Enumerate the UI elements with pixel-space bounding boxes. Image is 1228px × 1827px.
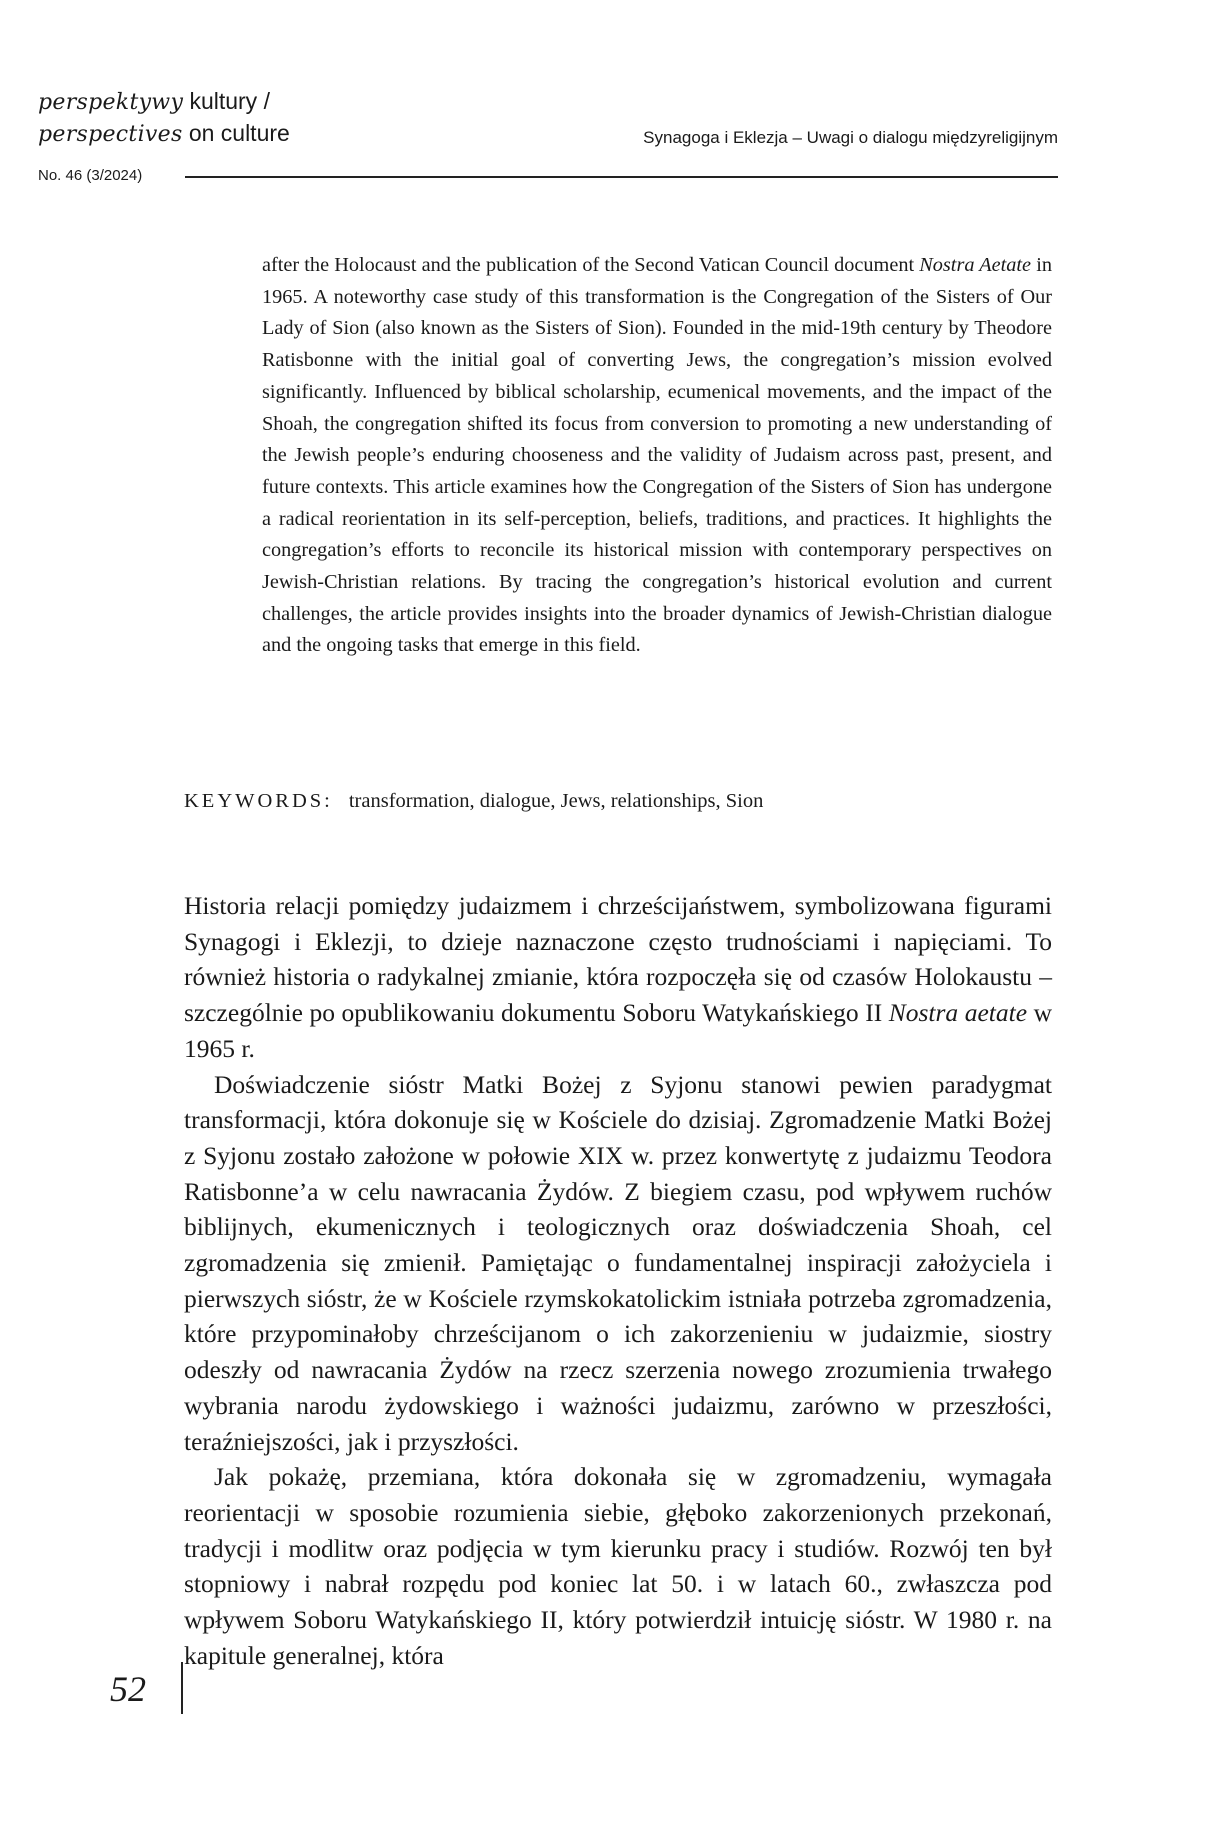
journal-title-polish-script: perspektywy [38,90,184,115]
journal-title-english-plain: on culture [188,120,290,146]
page-number-rule [181,1662,183,1714]
abstract [262,250,1052,662]
page-number: 52 [110,1669,146,1709]
abstract-italic-title: Nostra Aetate [919,254,1032,276]
header-rule [185,176,1058,178]
abstract-text-start: after the Holocaust and the publication of the Second Vatican Council document [262,254,920,276]
body-paragraph-3: Jak pokażę, przemiana, która dokonała się w zgromadzeniu, wymagała reorientacji w sposobie rozumienia siebie, głęboko zakorzenionych przekonań, tradycji i modlitw oraz podjęcia w tym kierunku pracy i studiów. Rozwój ten był stopniowy i nabrał rozpędu pod koniec lat 50. i w latach 60., zwłaszcza pod wpływem Soboru Watykańskiego II, który potwierdził intuicję sióstr. W 1980 r. na kapitule generalnej, która [184,1462,1052,1670]
journal-title-polish [38,86,1058,118]
abstract-text-end: in 1965. A noteworthy case study of this transformation is the Congregation of the Sisters of Our Lady of Sion (also known as the Sisters of Sion). Founded in the mid-19th century by Theodore Ratisbonne with the initial goal of converting Jews, the congregation’s mission evolved significantly. Influenced by biblical scholarship, ecumenical movements, and the impact of the Shoah, the congregation shifted its focus from conversion to promoting a new understanding of the Jewish people’s enduring chooseness and the validity of Judaism across past, present, and future contexts. This article examines how the Congregation of the Sisters of Sion has undergone a radical reorientation in its self-perception, beliefs, traditions, and practices. It highlights the congregation’s efforts to reconcile its historical mission with contemporary perspectives on Jewish-Christian relations. By tracing the congregation’s historical evolution and current challenges, the article provides insights into the broader dynamics of Jewish-Christian dialogue and the ongoing tasks that emerge in this field. [262,254,1052,657]
body-paragraph-2: Doświadczenie sióstr Matki Bożej z Syjonu stanowi pewien paradygmat transformacji, która dokonuje się w Kościele do dzisiaj. Zgromadzenie Matki Bożej z Syjonu zostało założone w połowie XIX w. przez konwertytę z judaizmu Teodora Ratisbonne’a w celu nawracania Żydów. Z biegiem czasu, pod wpływem ruchów biblijnych, ekumenicznych i teologicznych oraz doświadczenia Shoah, cel zgromadzenia się zmienił. Pamiętając o fundamentalnej inspiracji założyciela i pierwszych sióstr, że w Kościele rzymskokatolickim istniała potrzeba zgromadzenia, które przypominałoby chrześcijanom o ich zakorzenieniu w judaizmie, siostry odeszły od nawracania Żydów na rzecz szerzenia nowego zrozumienia trwałego wybrania narodu żydowskiego i ważności judaizmu, zarówno w przeszłości, teraźniejszości, jak i przyszłości. [184,1069,1052,1456]
body-p1-start: Historia relacji pomiędzy judaizmem i chrześcijaństwem, symbolizowana figurami Synagogi i Eklezji, to dzieje naznaczone często trudnościami i napięciami. To również historia o radykalnej zmianie, która rozpoczęła się od czasów Holokaustu – szczególnie po opublikowaniu dokumentu Soboru Watykańskiego II [184,891,1052,1028]
keywords-label: KEYWORDS: [184,790,333,812]
journal-title-english-script: perspectives [38,122,183,147]
body-text [184,888,1052,1673]
running-title: Synagoga i Eklezja – Uwagi o dialogu międzyreligijnym [643,128,1058,147]
body-p1-end: w 1965 r. [184,998,1052,1063]
keywords [184,790,763,813]
body-paragraph-1 [184,888,1052,1067]
body-p1-italic-title: Nostra aetate [888,998,1028,1028]
issue-number: No. 46 (3/2024) [38,167,143,184]
keywords-values: transformation, dialogue, Jews, relationships, Sion [348,790,764,812]
journal-title-polish-plain: kultury / [189,88,270,114]
